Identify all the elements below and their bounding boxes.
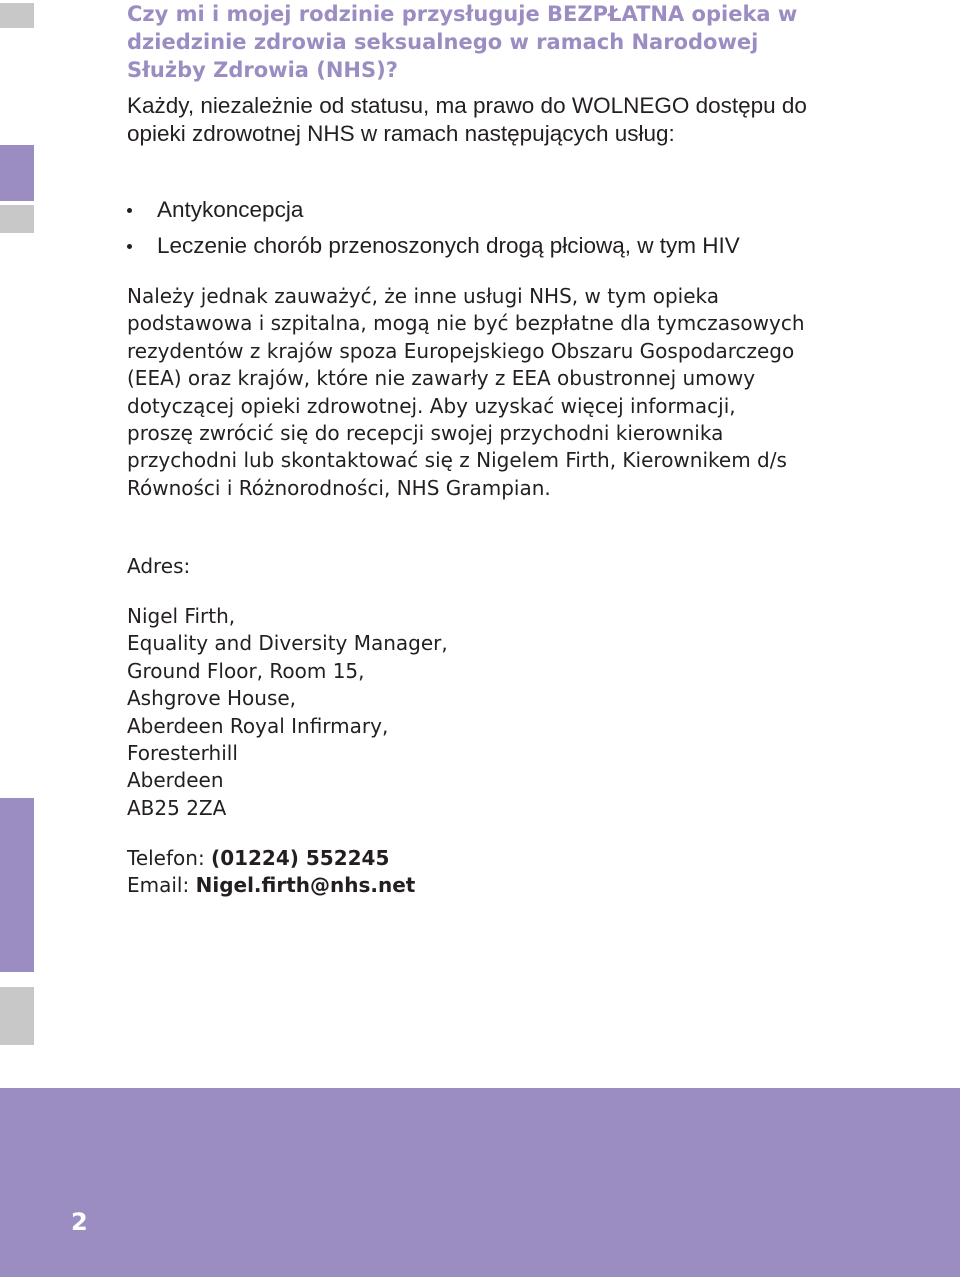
services-list <box>127 196 740 268</box>
side-tab-grey-upper <box>0 205 34 233</box>
address-line: Nigel Firth, <box>127 604 236 628</box>
address-line: Ground Floor, Room 15, <box>127 658 365 683</box>
address-block <box>127 603 448 822</box>
intro-paragraph: Każdy, niezależnie od statusu, ma prawo do WOLNEGO dostępu do opieki zdrowotnej NHS w ramach następujących usług: <box>127 93 807 146</box>
notice-paragraph: Należy jednak zauważyć, że inne usługi NHS, w tym opieka podstawowa i szpitalna, mogą nie być bezpłatne dla tymczasowych rezydentów z krajów spoza Europejskiego Obszaru Gospodarczego (EEA) oraz krajów, które nie zawarły z EEA obustronnej umowy dotyczącej opieki zdrowotnej. Aby uzyskać więcej informacji, proszę zwrócić się do recepcji swojej przychodni kierownika przychodni lub skontaktować się z Nigelem Firth, Kierownikem d/s Równości i Różnorodności, NHS Grampian. <box>127 284 805 500</box>
phone-value: (01224) 552245 <box>211 846 390 870</box>
side-tab-grey-lower <box>0 987 34 1045</box>
phone-label: Telefon: <box>127 846 212 870</box>
list-item <box>127 232 740 260</box>
address-line: AB25 2ZA <box>127 795 227 820</box>
bullet-icon <box>127 208 132 213</box>
side-tab-grey-top <box>0 3 34 28</box>
address-line: Aberdeen <box>127 768 224 793</box>
side-tab-purple-lower <box>0 798 34 972</box>
address-line: Ashgrove House, <box>127 686 297 711</box>
footer-band <box>0 1088 960 1277</box>
list-item <box>127 196 740 224</box>
address-line: Foresterhill <box>127 741 238 766</box>
service-label: Leczenie chorób przenoszonych drogą płciową, w tym HIV <box>157 233 740 258</box>
bullet-icon <box>127 244 132 249</box>
service-label: Antykoncepcja <box>157 197 304 222</box>
email-label: Email: <box>127 873 196 898</box>
side-tab-purple-upper <box>0 145 34 201</box>
page-number: 2 <box>71 1208 88 1236</box>
email-link[interactable]: Nigel.firth@nhs.net <box>195 873 416 898</box>
address-line: Equality and Diversity Manager, <box>127 631 448 656</box>
contact-block <box>127 845 415 900</box>
address-label: Adres: <box>127 554 191 578</box>
phone-line <box>127 845 415 872</box>
page-heading: Czy mi i mojej rodzinie przysługuje BEZPŁATNA opieka w dziedzinie zdrowia seksualnego w ramach Narodowej Służby Zdrowia (NHS)? <box>127 2 798 82</box>
email-line <box>127 872 415 899</box>
address-line: Aberdeen Royal Infirmary, <box>127 713 389 738</box>
